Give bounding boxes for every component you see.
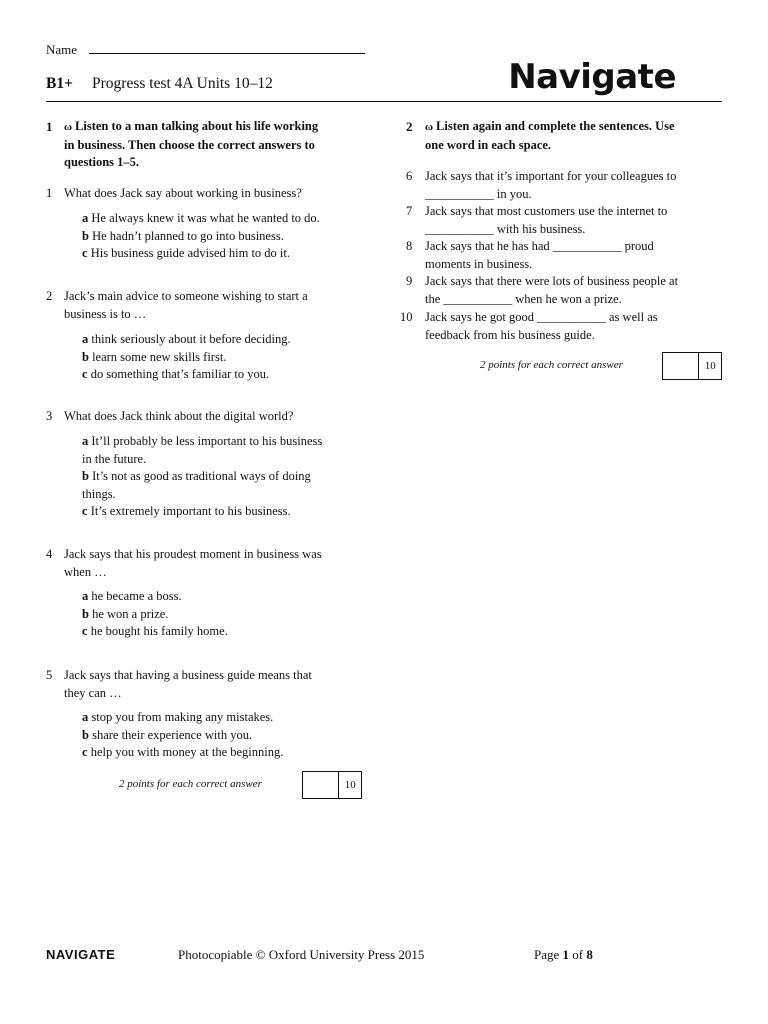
- question-1-number: 1: [46, 186, 53, 200]
- item-7-text: Jack says that most customers use the internet to ___________ with his business.: [425, 204, 668, 236]
- score-max: 10: [344, 779, 356, 791]
- score-instruction: 2 points for each correct answer: [119, 778, 262, 790]
- item-9-text: Jack says that there were lots of business people at the ___________ when he won a prize.: [425, 274, 679, 306]
- option-a[interactable]: a he became a boss.: [82, 589, 182, 603]
- item-7-number: 7: [406, 204, 413, 218]
- score-box: [302, 771, 362, 799]
- item-10-number: 10: [400, 310, 413, 324]
- item-6-text: Jack says that it’s important for your colleagues to ___________ in you.: [425, 169, 677, 201]
- option-c[interactable]: c he bought his family home.: [82, 624, 228, 638]
- name-field: [46, 42, 365, 58]
- item-8-text: Jack says that he has had ___________ proud moments in business.: [425, 239, 654, 271]
- question-2-number: 2: [46, 289, 53, 303]
- level-label: B1+: [46, 75, 73, 92]
- footer-brand: NAVIGATE: [46, 947, 116, 962]
- navigate-logo: Navigate: [508, 57, 676, 97]
- option-b[interactable]: b learn some new skills first.: [82, 349, 227, 364]
- question-3-options: [82, 433, 372, 521]
- header-divider: [46, 101, 722, 102]
- question-4-options: [82, 588, 372, 641]
- question-2-options: [82, 331, 372, 384]
- name-line: [89, 43, 365, 54]
- option-a[interactable]: a He always knew it was what he wanted to do.: [82, 211, 320, 225]
- question-3-number: 3: [46, 409, 53, 423]
- item-10-text: Jack says he got good ___________ as well as feedback from his business guide.: [425, 310, 658, 342]
- option-b[interactable]: b he won a prize.: [82, 606, 169, 621]
- score-box: [662, 352, 722, 380]
- section-2-instruction: ω Listen again and complete the sentences. Use one word in each space.: [425, 119, 675, 152]
- question-1-options: [82, 210, 372, 263]
- audio-icon: ω: [64, 121, 73, 133]
- footer-copyright: Photocopiable © Oxford University Press 2015: [178, 947, 425, 962]
- question-5-number: 5: [46, 668, 53, 682]
- question-2-text: Jack’s main advice to someone wishing to start a business is to …: [64, 289, 308, 321]
- item-8-number: 8: [406, 239, 413, 253]
- question-3-text: What does Jack think about the digital world?: [64, 409, 294, 423]
- item-9-number: 9: [406, 274, 413, 288]
- option-c[interactable]: c do something that’s familiar to you.: [82, 367, 270, 381]
- option-a[interactable]: a It’ll probably be less important to his business in the future.: [82, 434, 323, 466]
- section-1-instruction: ω Listen to a man talking about his life working in business. Then choose the correct answers to questions 1–5.: [64, 119, 319, 169]
- question-5-options: [82, 709, 372, 762]
- item-6-number: 6: [406, 169, 413, 183]
- option-b[interactable]: b It’s not as good as traditional ways of doing things.: [82, 469, 311, 501]
- score-input[interactable]: [303, 772, 339, 798]
- page-number: Page 1 of 8: [534, 947, 593, 962]
- score-instruction: 2 points for each correct answer: [480, 359, 623, 371]
- page-title: Progress test 4A Units 10–12: [92, 75, 273, 92]
- option-c[interactable]: c His business guide advised him to do it.: [82, 246, 290, 260]
- score-input[interactable]: [663, 353, 699, 379]
- option-a[interactable]: a think seriously about it before deciding.: [82, 332, 291, 346]
- option-c[interactable]: c help you with money at the beginning.: [82, 745, 284, 759]
- section-2-number: 2: [406, 119, 413, 134]
- question-4-number: 4: [46, 547, 53, 561]
- section-1-number: 1: [46, 119, 53, 134]
- name-label: Name: [46, 42, 78, 57]
- option-c[interactable]: c It’s extremely important to his business.: [82, 504, 291, 518]
- question-1-text: What does Jack say about working in business?: [64, 186, 302, 200]
- option-b[interactable]: b share their experience with you.: [82, 727, 253, 742]
- question-5-text: Jack says that having a business guide means that they can …: [64, 668, 312, 700]
- option-a[interactable]: a stop you from making any mistakes.: [82, 710, 274, 724]
- option-b[interactable]: b He hadn’t planned to go into business.: [82, 228, 284, 243]
- audio-icon: ω: [425, 121, 434, 133]
- question-4-text: Jack says that his proudest moment in business was when …: [64, 547, 322, 579]
- score-max: 10: [704, 360, 716, 372]
